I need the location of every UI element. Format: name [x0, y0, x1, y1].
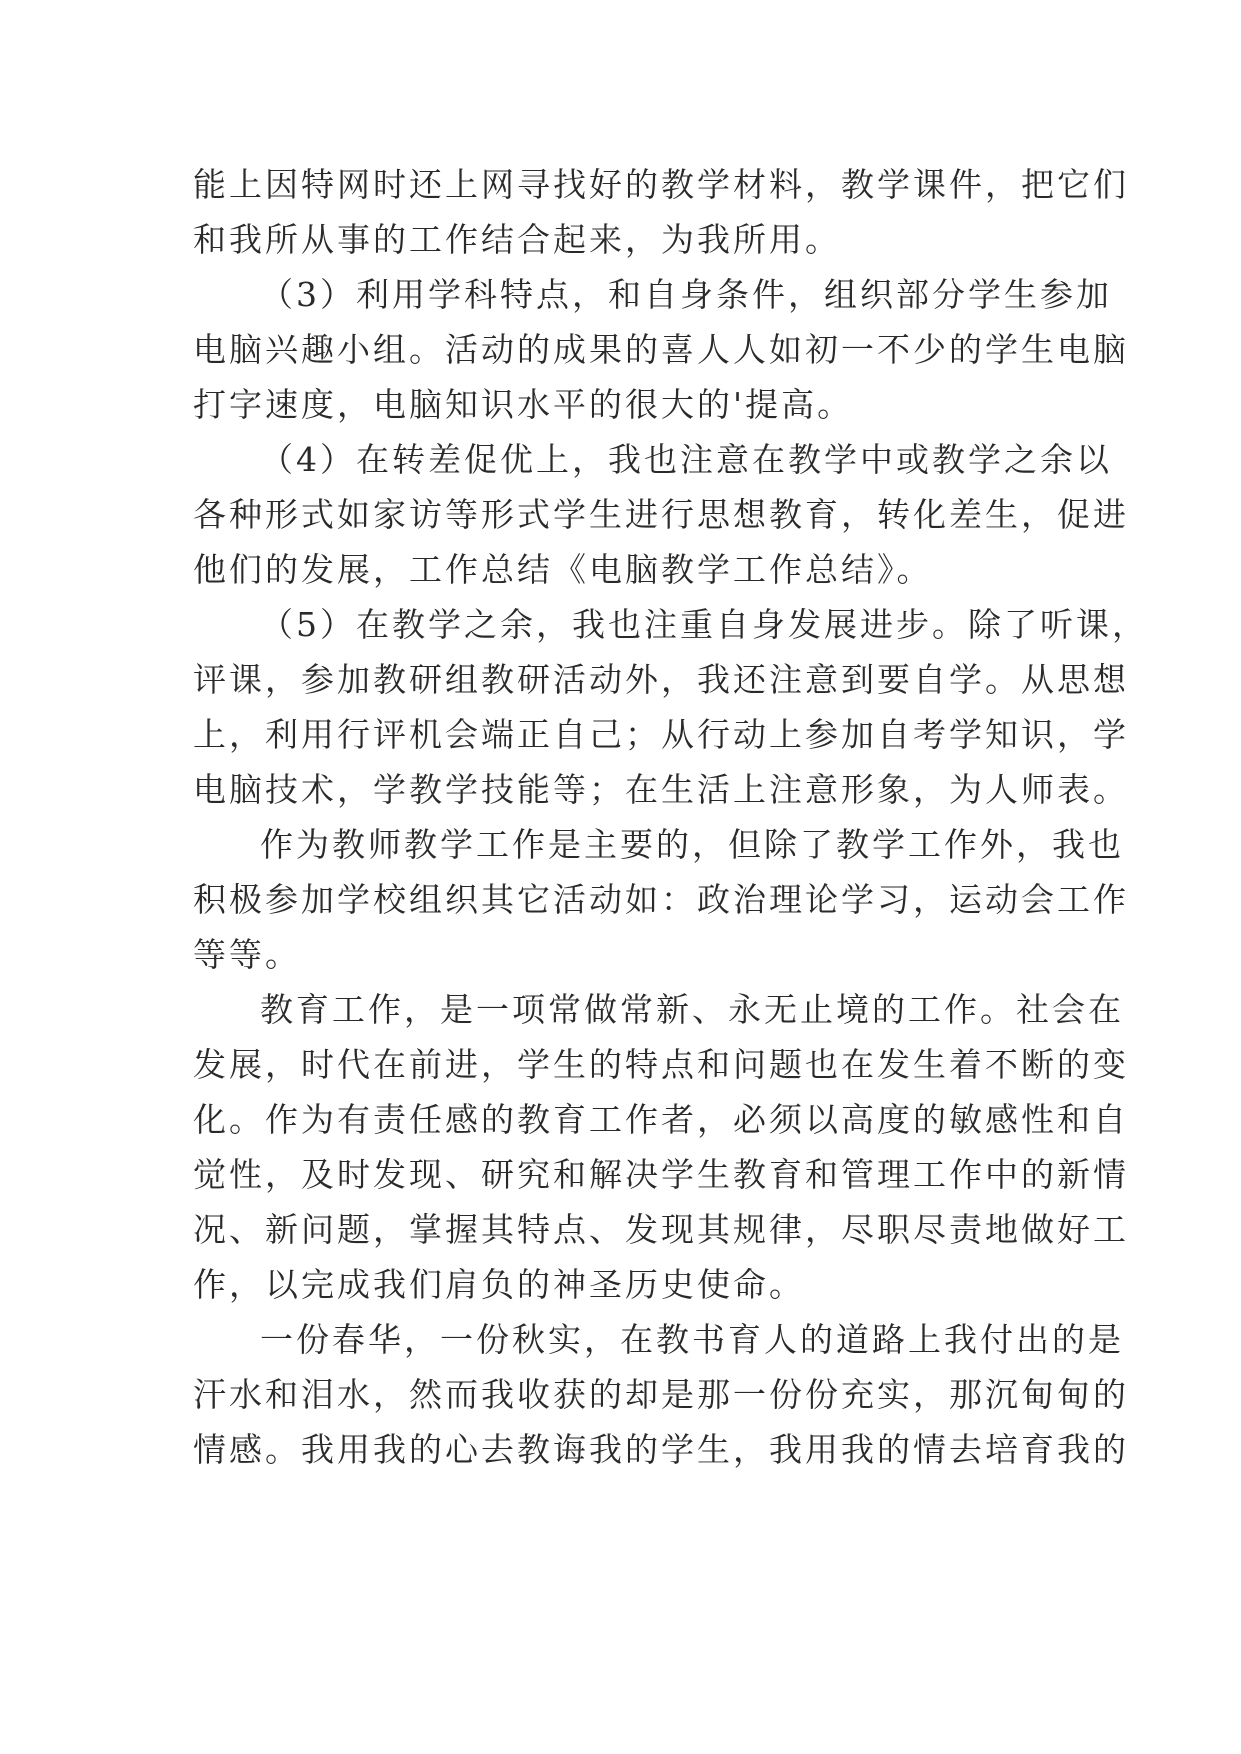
text-line: 觉性，及时发现、研究和解决学生教育和管理工作中的新情	[193, 1155, 1129, 1194]
text-line: 汗水和泪水，然而我收获的却是那一份份充实，那沉甸甸的	[193, 1375, 1129, 1414]
text-line: 化。作为有责任感的教育工作者，必须以高度的敏感性和自	[193, 1100, 1129, 1139]
text-line: 况、新问题，掌握其特点、发现其规律，尽职尽责地做好工	[193, 1210, 1129, 1249]
text-line: 能上因特网时还上网寻找好的教学材料，教学课件，把它们	[193, 165, 1129, 204]
text-line: 和我所从事的工作结合起来，为我所用。	[193, 220, 841, 259]
text-line: 情感。我用我的心去教诲我的学生，我用我的情去培育我的	[193, 1430, 1129, 1469]
text-line: 一份春华，一份秋实，在教书育人的道路上我付出的是	[260, 1320, 1124, 1359]
text-line: 等等。	[193, 935, 301, 974]
text-line: （3）利用学科特点，和自身条件，组织部分学生参加	[260, 275, 1112, 314]
document-body	[193, 157, 1148, 1477]
text-line: 电脑兴趣小组。活动的成果的喜人人如初一不少的学生电脑	[193, 330, 1129, 369]
text-line: 评课，参加教研组教研活动外，我还注意到要自学。从思想	[193, 660, 1129, 699]
text-line: 发展，时代在前进，学生的特点和问题也在发生着不断的变	[193, 1045, 1129, 1084]
text-line: 教育工作，是一项常做常新、永无止境的工作。社会在	[260, 990, 1124, 1029]
text-line: （5）在教学之余，我也注重自身发展进步。除了听课，	[260, 605, 1148, 644]
text-line: 他们的发展，工作总结《电脑教学工作总结》。	[193, 550, 933, 589]
text-line: 作，以完成我们肩负的神圣历史使命。	[193, 1265, 805, 1304]
text-line: （4）在转差促优上，我也注意在教学中或教学之余以	[260, 440, 1112, 479]
text-line: 各种形式如家访等形式学生进行思想教育，转化差生，促进	[193, 495, 1129, 534]
text-line: 电脑技术，学教学技能等；在生活上注意形象，为人师表。	[193, 770, 1129, 809]
text-line: 上，利用行评机会端正自己；从行动上参加自考学知识，学	[193, 715, 1129, 754]
text-line: 打字速度，电脑知识水平的很大的'提高。	[193, 385, 854, 424]
text-line: 作为教师教学工作是主要的，但除了教学工作外，我也	[260, 825, 1124, 864]
text-line: 积极参加学校组织其它活动如：政治理论学习，运动会工作	[193, 880, 1129, 919]
